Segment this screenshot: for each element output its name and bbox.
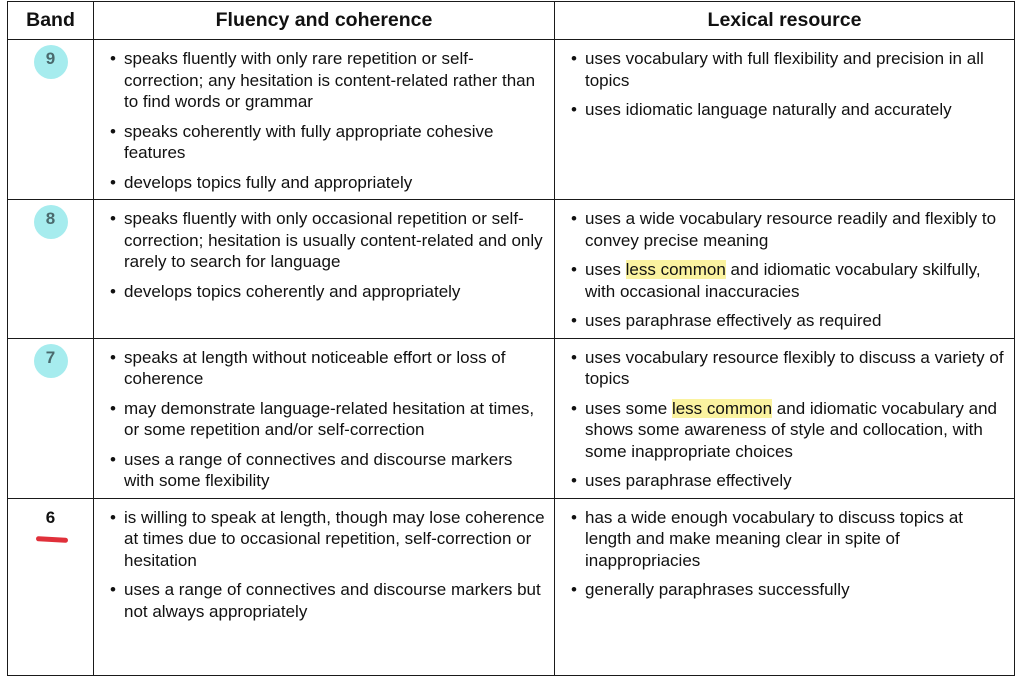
- descriptor-list: [94, 40, 554, 199]
- descriptor-text: and idiomatic vocabulary and shows some awareness of style and collocation, with some inappropriate choices: [585, 398, 997, 461]
- descriptor-list: [94, 499, 554, 629]
- descriptor-item: • generally paraphrases successfully: [571, 579, 1006, 601]
- band-number: 7: [45, 347, 56, 367]
- header-lexical: Lexical resource: [555, 2, 1015, 40]
- descriptor-item: • uses paraphrase effectively: [571, 470, 1006, 492]
- descriptor-item: • uses paraphrase effectively as required: [571, 310, 1006, 332]
- lexical-cell: [555, 338, 1015, 498]
- band-cell: [8, 338, 94, 498]
- descriptor-item: [571, 259, 1006, 302]
- descriptor-item: [571, 398, 1006, 463]
- descriptor-item: • uses idiomatic language naturally and accurately: [571, 99, 1006, 121]
- band-row-8: [8, 200, 1015, 339]
- lexical-cell: [555, 40, 1015, 200]
- band-number: 6: [45, 507, 56, 527]
- lexical-cell: [555, 200, 1015, 339]
- descriptor-list: [94, 339, 554, 498]
- descriptor-list: [555, 200, 1014, 338]
- descriptor-list: [555, 339, 1014, 498]
- descriptor-item: • uses vocabulary resource flexibly to discuss a variety of topics: [571, 347, 1006, 390]
- descriptor-item: • develops topics coherently and appropriately: [110, 281, 546, 303]
- fluency-cell: [94, 200, 555, 339]
- band-number: 9: [45, 49, 56, 68]
- fluency-cell: [94, 40, 555, 200]
- band-descriptor-table: [7, 1, 1015, 676]
- descriptor-list: [94, 200, 554, 308]
- descriptor-list: [555, 40, 1014, 127]
- descriptor-item: • uses a wide vocabulary resource readily and flexibly to convey precise meaning: [571, 208, 1006, 251]
- header-row: [8, 2, 1015, 40]
- header-fluency: Fluency and coherence: [94, 2, 555, 40]
- band-row-7: [8, 338, 1015, 498]
- highlighted-text: less common: [625, 260, 726, 279]
- descriptor-item: • uses a range of connectives and discourse markers but not always appropriately: [110, 579, 546, 622]
- descriptor-item: • has a wide enough vocabulary to discuss topics at length and make meaning clear in spite of inappropriacies: [571, 507, 1006, 572]
- header-band: Band: [8, 2, 94, 40]
- descriptor-item: • is willing to speak at length, though may lose coherence at times due to occasional repetition, self-correction or hesitation: [110, 507, 546, 572]
- band-number: 8: [45, 209, 56, 228]
- band-cell: [8, 498, 94, 675]
- descriptor-item: • develops topics fully and appropriately: [110, 172, 546, 194]
- descriptor-item: • speaks fluently with only occasional repetition or self-correction; hesitation is usually content-related and only rarely to search for language: [110, 208, 546, 273]
- descriptor-text: and idiomatic vocabulary skilfully, with occasional inaccuracies: [585, 260, 981, 301]
- band-cell: [8, 200, 94, 339]
- fluency-cell: [94, 498, 555, 675]
- red-underline: [36, 536, 68, 543]
- fluency-cell: [94, 338, 555, 498]
- highlighted-text: less common: [671, 398, 773, 418]
- descriptor-item: • may demonstrate language-related hesitation at times, or some repetition and/or self-correction: [110, 398, 546, 441]
- descriptor-item: • speaks at length without noticeable effort or loss of coherence: [110, 347, 546, 390]
- descriptor-item: • speaks coherently with fully appropriate cohesive features: [110, 121, 546, 164]
- band-cell: [8, 40, 94, 200]
- descriptor-item: • uses vocabulary with full flexibility and precision in all topics: [571, 48, 1006, 91]
- band-row-9: [8, 40, 1015, 200]
- descriptor-list: [555, 499, 1014, 607]
- band-row-6: [8, 498, 1015, 675]
- descriptor-text: uses: [585, 260, 626, 279]
- descriptor-item: • uses a range of connectives and discourse markers with some flexibility: [110, 449, 546, 492]
- descriptor-text: uses some: [585, 398, 672, 418]
- descriptor-item: • speaks fluently with only rare repetition or self-correction; any hesitation is content-related rather than to find words or grammar: [110, 48, 546, 113]
- lexical-cell: [555, 498, 1015, 675]
